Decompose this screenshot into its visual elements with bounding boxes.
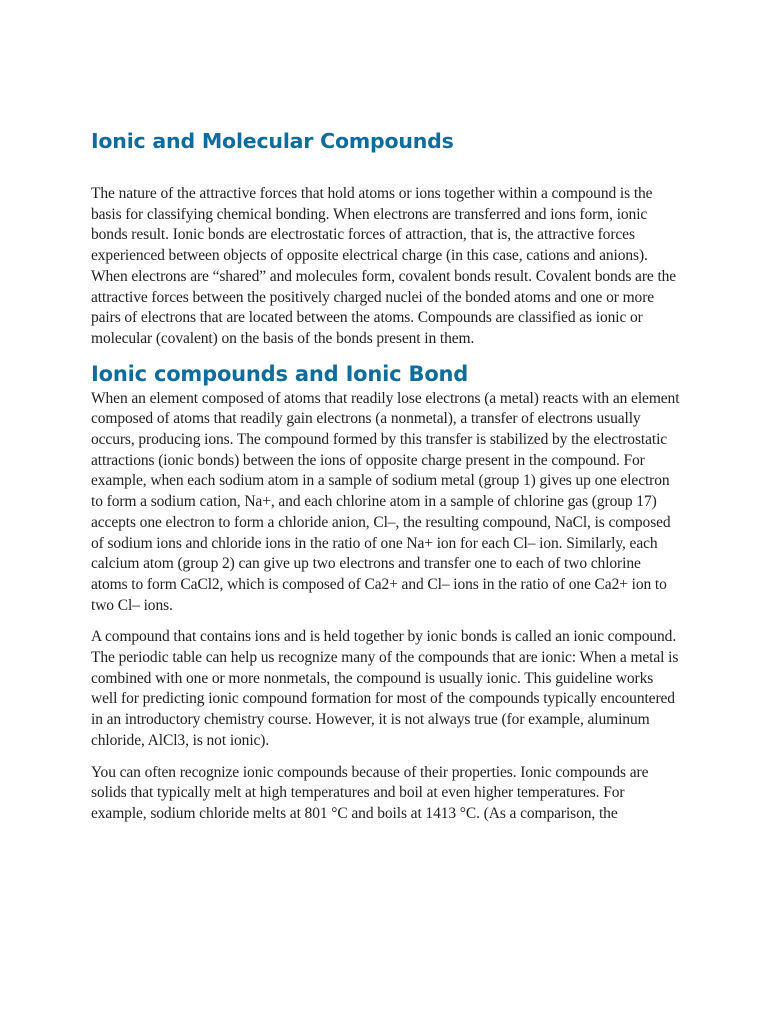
body-paragraph: A compound that contains ions and is held together by ionic bonds is called an ionic compound. The periodic table can help us recognize many of the compounds that are ionic: When a metal is combined with one or more nonmetals, the compound is usually ionic. This guideline works well for predicting ionic compound formation for most of the compounds typically encountered in an introductory chemistry course. However, it is not always true (for example, aluminum chloride, AlCl3, is not ionic). (91, 628, 679, 749)
section-heading: Ionic compounds and Ionic Bond (91, 361, 469, 386)
body-paragraph: When an element composed of atoms that readily lose electrons (a metal) reacts with an element composed of atoms that readily gain electrons (a nonmetal), a transfer of electrons usually occurs, producing ions. The compound formed by this transfer is stabilized by the electrostatic attractions (ionic bonds) between the ions of opposite charge present in the compound. For example, when each sodium atom in a sample of sodium metal (group 1) gives up one electron to form a sodium cation, Na+, and each chlorine atom in a sample of chlorine gas (group 17) accepts one electron to form a chloride anion, Cl–, the resulting compound, NaCl, is composed of sodium ions and chloride ions in the ratio of one Na+ ion for each Cl– ion. Similarly, each calcium atom (group 2) can give up two electrons and transfer one to each of two chlorine atoms to form CaCl2, which is composed of Ca2+ and Cl– ions in the ratio of one Ca2+ ion to two Cl– ions. (91, 389, 680, 614)
intro-paragraph: The nature of the attractive forces that hold atoms or ions together within a compound is the basis for classifying chemical bonding. When electrons are transferred and ions form, ionic bonds result. Ionic bonds are electrostatic forces of attraction, that is, the attractive forces experienced between objects of opposite electrical charge (in this case, cations and anions). When electrons are “shared” and molecules form, covalent bonds result. Covalent bonds are the attractive forces between the positively charged nuclei of the bonded atoms and one or more pairs of electrons that are located between the atoms. Compounds are classified as ionic or molecular (covalent) on the basis of the bonds present in them. (91, 185, 677, 347)
body-paragraph: You can often recognize ionic compounds because of their properties. Ionic compounds are solids that typically melt at high temperatures and boil at even higher temperatures. For example, sodium chloride melts at 801 °C and boils at 1413 °C. (As a comparison, the (91, 763, 649, 822)
document-content (91, 126, 681, 825)
page-title: Ionic and Molecular Compounds (91, 129, 454, 153)
